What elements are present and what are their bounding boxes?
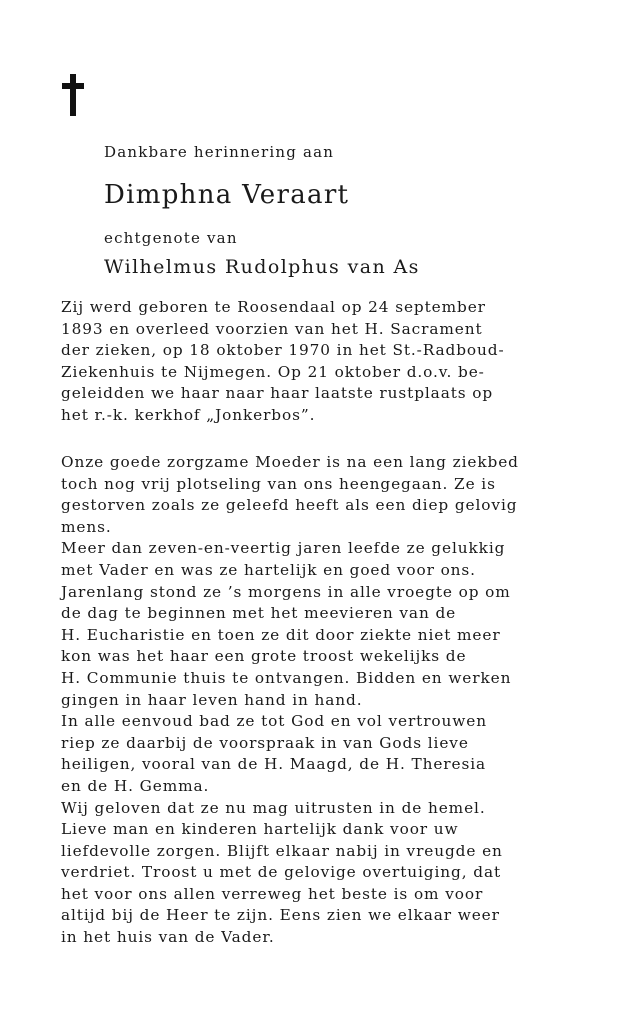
- text-line: liefdevolle zorgen. Blijft elkaar nabij in vreugde en: [61, 841, 503, 860]
- text-line: der zieken, op 18 oktober 1970 in het St.-Radboud-: [61, 341, 505, 360]
- text-line: geleidden we haar naar haar laatste rustplaats op: [61, 384, 494, 403]
- text-line: Lieve man en kinderen hartelijk dank voor uw: [61, 820, 459, 839]
- biography-paragraph: [61, 297, 505, 427]
- text-line: het r.-k. kerkhof „Jonkerbos”.: [61, 405, 316, 424]
- memorial-paragraph: [61, 452, 519, 949]
- intro-text: Dankbare herinnering aan: [104, 143, 335, 161]
- text-line: in het huis van de Vader.: [61, 928, 275, 947]
- text-line: Ziekenhuis te Nijmegen. Op 21 oktober d.o.v. be-: [61, 362, 485, 381]
- text-line: riep ze daarbij de voorspraak in van Gods lieve: [61, 733, 469, 752]
- text-line: het voor ons allen verreweg het beste is om voor: [61, 884, 484, 903]
- text-line: H. Eucharistie en toen ze dit door ziekte niet meer: [61, 625, 501, 644]
- text-line: In alle eenvoud bad ze tot God en vol vertrouwen: [61, 712, 487, 731]
- spouse-name: Wilhelmus Rudolphus van As: [104, 256, 420, 278]
- cross-horizontal-bar: [62, 83, 84, 89]
- text-line: toch nog vrij plotseling van ons heengegaan. Ze is: [61, 474, 496, 493]
- text-line: H. Communie thuis te ontvangen. Bidden en werken: [61, 668, 512, 687]
- text-line: en de H. Gemma.: [61, 776, 210, 795]
- deceased-name: Dimphna Veraart: [104, 180, 350, 210]
- cross-vertical-bar: [70, 74, 76, 116]
- text-line: mens.: [61, 517, 112, 536]
- text-line: Onze goede zorgzame Moeder is na een lang ziekbed: [61, 453, 519, 471]
- text-line: altijd bij de Heer te zijn. Eens zien we elkaar weer: [61, 906, 500, 925]
- text-line: heiligen, vooral van de H. Maagd, de H. Theresia: [61, 755, 487, 774]
- text-line: gingen in haar leven hand in hand.: [61, 690, 363, 709]
- spouse-label: echtgenote van: [104, 229, 238, 247]
- text-line: Jarenlang stond ze ’s morgens in alle vroegte op om: [61, 582, 511, 601]
- text-line: met Vader en was ze hartelijk en goed voor ons.: [61, 560, 476, 579]
- text-line: Meer dan zeven-en-veertig jaren leefde ze gelukkig: [61, 539, 506, 558]
- text-line: Wij geloven dat ze nu mag uitrusten in de hemel.: [61, 798, 486, 817]
- text-line: de dag te beginnen met het meevieren van de: [61, 604, 457, 623]
- text-line: verdriet. Troost u met de gelovige overtuiging, dat: [61, 863, 502, 882]
- text-line: 1893 en overleed voorzien van het H. Sacrament: [61, 319, 483, 338]
- cross-icon: [62, 74, 84, 116]
- text-line: kon was het haar een grote troost wekelijks de: [61, 647, 467, 666]
- text-line: Zij werd geboren te Roosendaal op 24 september: [61, 298, 486, 316]
- text-line: gestorven zoals ze geleefd heeft als een diep gelovig: [61, 496, 518, 515]
